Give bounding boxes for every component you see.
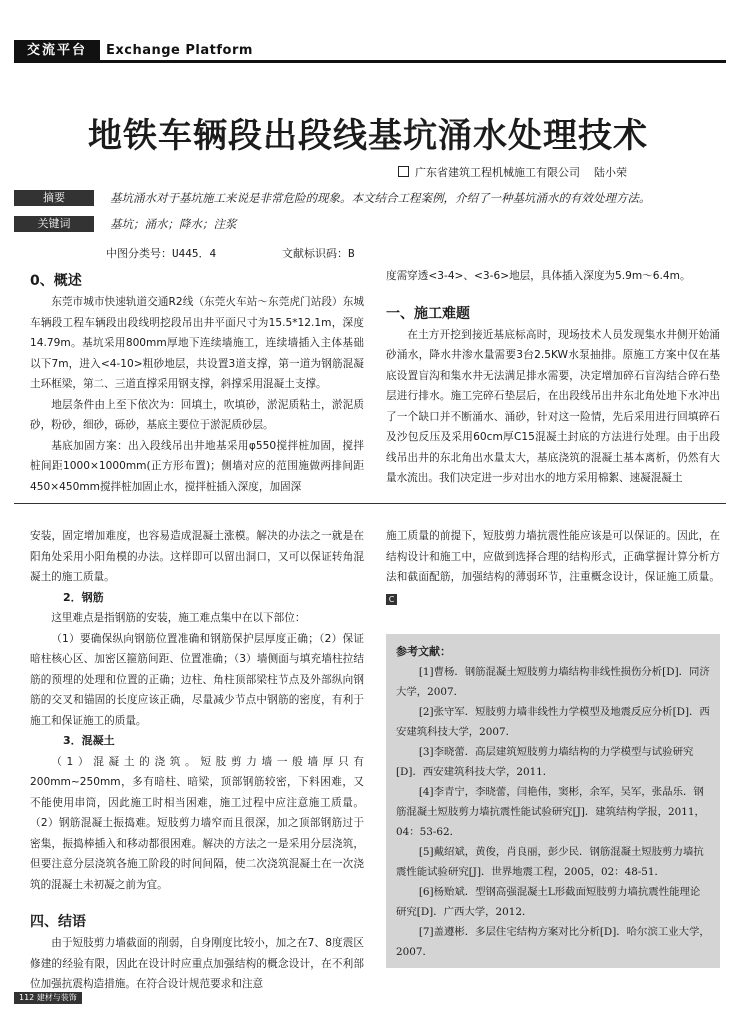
abstract-text: 基坑涌水对于基坑施工来说是非常危险的现象。本文结合工程案例，介绍了一种基坑涌水的有效处理方法。	[110, 191, 651, 205]
paragraph: 基底加固方案：出入段线吊出井地基采用φ550搅拌桩加固，搅拌桩间距1000×1000mm(正方形布置)；侧墙对应的范围施做两排间距450×450mm搅拌桩加固止水，搅拌桩插入深度，加固深	[30, 439, 364, 493]
reference-item: [5]戴绍斌，黄俊，肖良丽，彭少民．钢筋混凝土短肢剪力墙抗震性能试验研究[J]．世界地震工程，2005，02：48-51．	[396, 846, 704, 878]
section-title-en: Exchange Platform	[106, 43, 253, 58]
paragraph: 这里难点是指钢筋的安装，施工难点集中在以下部位：	[51, 612, 306, 624]
paragraph: 由于短肢剪力墙截面的削弱，自身刚度比较小，加之在7、8度震区修建的经验有限，因此在设计时应重点加强结构的概念设计，在不利部位加强抗震构造措施。在符合设计规范要求和注意	[30, 937, 364, 990]
references-heading: 参考文献：	[396, 645, 451, 658]
top-right-column	[386, 266, 720, 489]
section-heading-overview: 0、概述	[30, 273, 82, 289]
reference-item: [2]张守军．短肢剪力墙非线性力学模型及地震反应分析[D]．西安建筑科技大学，2007．	[396, 706, 710, 738]
bottom-right-column	[386, 526, 720, 608]
bottom-left-column	[30, 526, 364, 995]
section-divider	[14, 503, 726, 504]
paragraph: 地层条件由上至下依次为：回填土，吹填砂，淤泥质粘土，淤泥质砂，粉砂，细砂，砾砂，基底主要位于淤泥质砂层。	[30, 398, 364, 431]
paragraph: 安装，固定增加难度，也容易造成混凝土涨模。解决的办法之一就是在阳角处采用小阳角模的办法。这样即可以留出洞口，又可以保证转角混凝土的施工质量。	[30, 530, 364, 583]
header-rule	[14, 60, 726, 63]
end-mark-icon: C	[386, 594, 397, 605]
article-title: 地铁车辆段出段线基坑涌水处理技术	[88, 116, 648, 156]
author-line	[398, 164, 627, 180]
subheading-concrete: 3．混凝土	[63, 734, 115, 747]
top-left-column	[30, 270, 364, 497]
section-badge: 交流平台	[14, 40, 100, 62]
paragraph: 东莞市城市快速轨道交通R2线（东莞火车站～东莞虎门站段）东城车辆段工程车辆段出段线明挖段吊出井平面尺寸为15.5*12.1m，深度14.79m。基坑采用800mm厚地下连续墙施工，连续墙插入主体基础以下7m，进入<4-10>粗砂地层，共设置3道支撑，第一道为钢筋混凝土环框梁，第二、三道直撑采用钢支撑，斜撑采用混凝土支撑。	[30, 296, 364, 390]
paragraph: 度需穿透<3-4>、<3-6>地层，具体插入深度为5.9m～6.4m。	[386, 270, 691, 282]
reference-item: [7]盖遵彬．多层住宅结构方案对比分析[D]．哈尔滨工业大学，2007．	[396, 926, 710, 958]
reference-item: [3]李晓蕾．高层建筑短肢剪力墙结构的力学模型与试验研究[D]．西安建筑科技大学，2011．	[396, 746, 694, 778]
clc-number: 中图分类号：U445．4	[106, 247, 217, 260]
paragraph	[386, 526, 720, 608]
reference-item: [4]李青宁，李晓蕾，闫艳伟，窦彬，余军，吴军，张晶乐．钢筋混凝土短肢剪力墙抗震性能试验研究[J]．建筑结构学报，2011，04：53-62．	[396, 786, 705, 838]
section-heading-problems: 一、施工难题	[386, 305, 470, 322]
reference-item: [1]曹杨．钢筋混凝土短肢剪力墙结构非线性损伤分析[D]．同济大学，2007．	[396, 666, 710, 698]
references-box	[386, 634, 720, 968]
paragraph: 在土方开挖到接近基底标高时，现场技术人员发现集水井侧开始涌砂涌水，降水井渗水量需要3台2.5KW水泵抽排。原施工方案中仅在基底设置盲沟和集水井无法满足排水需要，决定增加碎石盲沟结合碎石垫层进行排水。施工完碎石垫层后，在出段线吊出井东北角处地下水冲出了一个缺口并不断涌水、涌砂，针对这一险情，先后采用进行回填碎石及沙包反压及采用60cm厚C15混凝土封底的方法进行处理。由于出段线吊出井的东北角出水量太大，基底浇筑的混凝土基本离析，仍然有大量水流出。我们决定进一步对出水的地方采用棉絮、速凝混凝土	[386, 328, 720, 484]
reference-item: [6]杨贻斌．型钢高强混凝土L形截面短肢剪力墙抗震性能理论研究[D]．广西大学，2012．	[396, 886, 701, 918]
author-name: 陆小荣	[594, 166, 627, 179]
paragraph-text: 施工质量的前提下，短肢剪力墙抗震性能应该是可以保证的。因此，在结构设计和施工中，应做到选择合理的结构形式，正确掌握计算分析方法和截面配筋，加强结构的薄弱环节，注重概念设计，保证施工质量。	[386, 530, 720, 583]
paragraph: （1）要确保纵向钢筋位置准确和钢筋保护层厚度正确；（2）保证暗柱核心区、加密区箍筋间距、位置准确；（3）墙侧面与填充墙柱拉结筋的预埋的处理和位置的正确；边柱、角柱顶部梁柱节点及外部纵向钢筋的交叉和锚固的长度应该正确，尽量减少节点中钢筋的密度，有利于施工和保证施工的质量。	[30, 632, 364, 727]
checkbox-glyph-icon	[398, 166, 409, 177]
paragraph: （1）混凝土的浇筑。短肢剪力墙一般墙厚只有200mm~250mm，多有暗柱、暗梁，顶部钢筋较密，下料困难，又不能使用串筒，因此施工时相当困难，施工过程中应注意施工质量。（2）钢筋混凝土振捣难。短肢剪力墙窄而且很深，加之顶部钢筋过于密集，振捣棒插入和移动都很困难。解决的方法之一是采用分层浇筑，但要注意分层浇筑各施工阶段的时间间隔，使二次浇筑混凝土在一次浇筑的混凝土未初凝之前为宜。	[30, 755, 364, 891]
abstract-label: 摘要	[14, 190, 94, 206]
author-org: 广东省建筑工程机械施工有限公司	[415, 166, 580, 179]
section-heading-conclusion: 四、结语	[30, 914, 86, 930]
document-code: 文献标识码：B	[282, 247, 355, 260]
keywords-label: 关键词	[14, 216, 94, 232]
keywords-text: 基坑；涌水；降水；注浆	[110, 217, 237, 231]
subheading-rebar: 2．钢筋	[63, 590, 104, 604]
page-number: 112 建材与装饰	[14, 992, 82, 1004]
